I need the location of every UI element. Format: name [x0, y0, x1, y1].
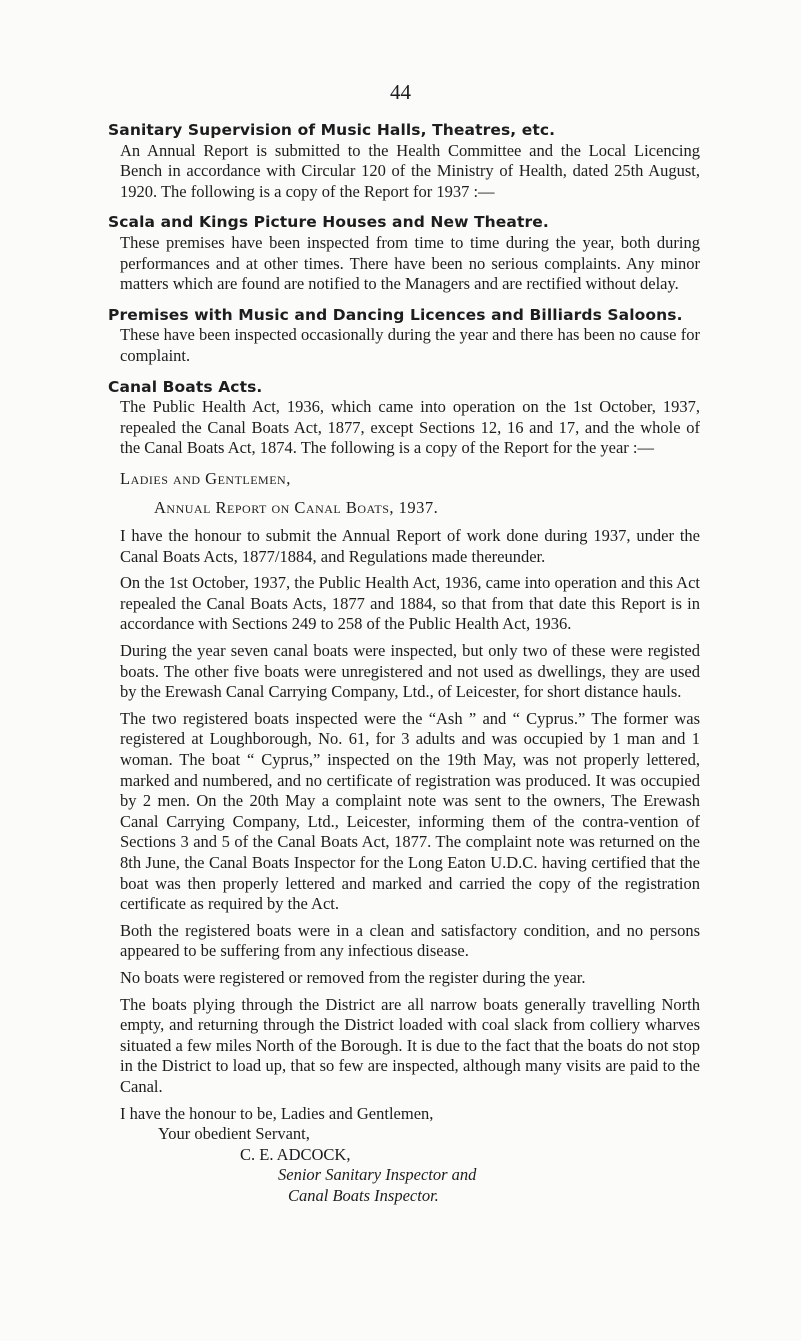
section-scala — [108, 212, 700, 294]
section-heading: Sanitary Supervision of Music Halls, Theatres, etc. — [108, 121, 556, 139]
report-paragraph: Both the registered boats were in a clean and satisfactory condition, and no persons appeared to be suffering from any infectious disease. — [120, 920, 700, 961]
report-servant: Your obedient Servant, — [158, 1124, 310, 1144]
section-body: These premises have been inspected from time to time during the year, both during performances and at other times. There have been no serious complaints. Any minor matters which are found are notified to the Managers and are rectified without delay. — [120, 232, 700, 294]
section-premises — [108, 305, 700, 367]
report-signatory: C. E. ADCOCK, — [240, 1144, 351, 1164]
report-role-line-1: Senior Sanitary Inspector and — [278, 1165, 477, 1185]
report-paragraph: I have the honour to submit the Annual Report of work done during 1937, under the Canal Boats Acts, 1877/1884, and Regulations made thereunder. — [120, 526, 700, 566]
page-content — [108, 120, 700, 1207]
report-paragraph: No boats were registered or removed from the register during the year. — [120, 967, 586, 987]
section-heading: Premises with Music and Dancing Licences and Billiards Saloons. — [108, 305, 683, 324]
page-number: 44 — [390, 80, 411, 104]
report-role-line-2: Canal Boats Inspector. — [288, 1185, 439, 1205]
section-canal-boats — [108, 377, 700, 459]
section-music-halls — [108, 120, 700, 202]
section-heading: Scala and Kings Picture Houses and New Theatre. — [108, 213, 549, 232]
report-closing: I have the honour to be, Ladies and Gentlemen, — [120, 1103, 434, 1123]
report-paragraph: During the year seven canal boats were inspected, but only two of these were registed boats. The other five boats were unregistered and not used as dwellings, they are used by the Erewash Canal Carrying Company, Ltd., of Leicester, for short distance hauls. — [120, 641, 700, 702]
report-title: Annual Report on Canal Boats, 1937. — [154, 497, 439, 517]
section-body: The Public Health Act, 1936, which came into operation on the 1st October, 1937, repealed the Canal Boats Act, 1877, except Sections 12, 16 and 17, and the whole of the Canal Boats Act, 1874. The following is a copy of the Report for the year :— — [120, 397, 700, 458]
canal-report — [120, 469, 700, 1207]
report-paragraph: The boats plying through the District are all narrow boats generally travelling North empty, and returning through the District loaded with coal slack from colliery wharves situated a few miles North of the Borough. It is due to the fact that the boats do not stop in the District to load up, that so few are inspected, although many visits are paid to the Canal. — [120, 994, 700, 1096]
section-heading: Canal Boats Acts. — [108, 377, 263, 396]
report-paragraph: The two registered boats inspected were the “Ash ” and “ Cyprus.” The former was registered at Loughborough, No. 61, for 3 adults and was occupied by 1 man and 1 woman. The boat “ Cyprus,” inspected on the 19th May, was not properly lettered, marked and numbered, and no certificate of registration was produced. It was occupied by 2 men. On the 20th May a complaint note was sent to the owners, The Erewash Canal Carrying Company, Ltd., Leicester, informing them of the contra-vention of Sections 3 and 5 of the Canal Boats Act, 1877. The complaint note was returned on the 8th June, the Canal Boats Inspector for the Long Eaton U.D.C. having certified that the boat was then properly lettered and marked and carried the copy of the registration certificate as required by the Act. — [120, 708, 700, 914]
section-body: An Annual Report is submitted to the Health Committee and the Local Licencing Bench in accordance with Circular 120 of the Ministry of Health, dated 25th August, 1920. The following is a copy of the Report for 1937 :— — [120, 140, 700, 201]
section-body: These have been inspected occasionally during the year and there has been no cause for complaint. — [120, 325, 700, 365]
report-paragraph: On the 1st October, 1937, the Public Health Act, 1936, came into operation and this Act repealed the Canal Boats Acts, 1877 and 1884, so that from that date this Report is in accordance with Sections 249 to 258 of the Public Health Act, 1936. — [120, 573, 700, 634]
report-salutation: Ladies and Gentlemen, — [120, 468, 291, 488]
